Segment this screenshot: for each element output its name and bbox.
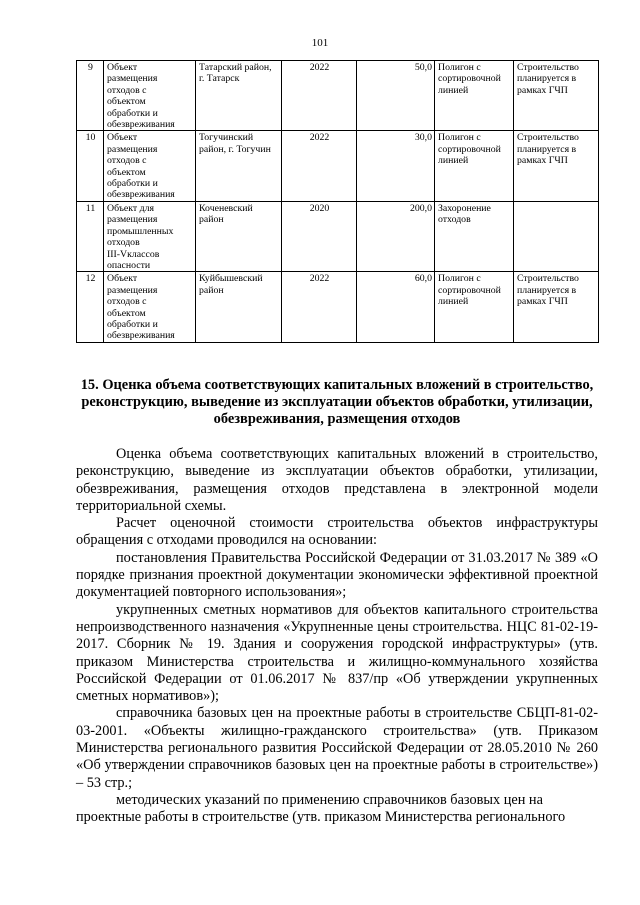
row-number-cell: 9 [77,61,104,131]
capacity-cell: 60,0 [357,272,435,342]
cell-line: Тогучинский [199,132,254,144]
note-cell [514,61,599,131]
year-cell: 2022 [282,131,357,201]
table-row [77,201,599,271]
cell-line: г. Татарск [199,73,240,85]
table-row [77,131,599,201]
section-body [76,446,598,827]
cell-line: район [199,284,224,296]
year-cell: 2022 [282,272,357,342]
cell-line: рамках ГЧП [517,296,568,308]
cell-line: отходов [438,214,471,226]
location-cell [196,61,282,131]
cell-line: Куйбышевский [199,273,263,285]
cell-line: объектом [107,166,146,178]
cell-line: промышленных [107,225,174,237]
cell-line: Полигон с [438,62,481,73]
cell-line: Захоронение [438,202,491,214]
object-cell [104,131,196,201]
table-row [77,272,599,342]
cell-line: обработки и [107,178,158,190]
location-cell [196,272,282,342]
facility-type-cell [435,131,514,201]
cell-line: размещения [107,284,158,296]
cell-line: Коченевский [199,202,253,214]
section-heading: 15. Оценка объема соответствующих капитальных вложений в строительство, реконструкцию, выведение из эксплуатации объектов обработки, утилизации, обезвреживания, размещения отходов [80,377,594,427]
cell-line: Объект [107,132,138,144]
cell-line: опасности [107,259,151,271]
facility-type-cell [435,61,514,131]
year-cell: 2020 [282,201,357,271]
paragraph: постановления Правительства Российской Федерации от 31.03.2017 № 389 «О порядке признания проектной документации экономически эффективной проектной документацией повторного использования»; [76,549,598,601]
cell-line: обезвреживания [107,189,175,201]
cell-line: Объект для [107,202,154,214]
note-cell [514,272,599,342]
cell-line: отходов с [107,84,147,96]
object-cell [104,61,196,131]
cell-line: Строительство [517,132,579,144]
facilities-table [76,60,599,343]
row-number-cell: 11 [77,201,104,271]
object-cell [104,201,196,271]
row-number-cell: 10 [77,131,104,201]
note-cell [514,201,599,271]
year-cell: 2022 [282,61,357,131]
paragraph: Расчет оценочной стоимости строительства объектов инфраструктуры обращения с отходами проводился на основании: [76,515,598,549]
cell-line: Полигон с [438,273,481,285]
cell-line: размещения [107,214,158,226]
cell-line: район, г. Тогучин [199,143,271,155]
cell-line: линией [438,84,469,96]
cell-line: район [199,214,224,226]
capacity-cell: 200,0 [357,201,435,271]
cell-line: Полигон с [438,132,481,144]
cell-line: обезвреживания [107,330,175,342]
paragraph: справочника базовых цен на проектные работы в строительстве СБЦП-81-02-03-2001. «Объекты жилищно-гражданского строительства» (утв. Приказом Министерства регионального развития Российской Федерации от 28.05.2010 № 260 «Об утверждении справочников базовых цен на проектные работы в строительстве») – 53 стр.; [76,705,598,791]
cell-line: сортировочной [438,284,501,296]
row-number-cell: 12 [77,272,104,342]
cell-line: III-Vклассов [107,248,160,260]
location-cell [196,131,282,201]
cell-line: Строительство [517,62,579,73]
cell-line: планируется в [517,143,577,155]
cell-line: объектом [107,96,146,108]
cell-line: Татарский район, [199,62,272,73]
cell-line: сортировочной [438,73,501,85]
object-cell [104,272,196,342]
cell-line: объектом [107,307,146,319]
cell-line: сортировочной [438,143,501,155]
cell-line: размещения [107,143,158,155]
facility-type-cell [435,201,514,271]
cell-line: планируется в [517,73,577,85]
cell-line: обработки и [107,318,158,330]
cell-line: отходов с [107,296,147,308]
capacity-cell: 50,0 [357,61,435,131]
cell-line: Объект [107,62,138,73]
cell-line: отходов с [107,155,147,167]
cell-line: обезвреживания [107,119,175,131]
cell-line: линией [438,155,469,167]
paragraph: методических указаний по применению справочников базовых цен на проектные работы в строительстве (утв. приказом Министерства регионального [76,791,566,826]
cell-line: планируется в [517,284,577,296]
location-cell [196,201,282,271]
facility-type-cell [435,272,514,342]
cell-line: отходов [107,237,140,249]
cell-line: обработки и [107,107,158,119]
note-cell [514,131,599,201]
page-number: 101 [311,37,329,49]
cell-line: линией [438,296,469,308]
capacity-cell: 30,0 [357,131,435,201]
cell-line: рамках ГЧП [517,155,568,167]
cell-line: Строительство [517,273,579,285]
cell-line: Объект [107,273,138,285]
table-row [77,61,599,131]
paragraph: Оценка объема соответствующих капитальных вложений в строительство, реконструкцию, выведение из эксплуатации объектов обработки, утилизации, обезвреживания, размещения отходов представлена в электронной модели территориальной схемы. [76,446,598,514]
cell-line: размещения [107,73,158,85]
paragraph: укрупненных сметных нормативов для объектов капитального строительства непроизводственного назначения «Укрупненные цены строительства. НЦС 81-02-19-2017. Сборник № 19. Здания и сооружения городской инфраструктуры» (утв. приказом Министерства строительства и жилищно-коммунального хозяйства Российской Федерации от 01.06.2017 № 837/пр «Об утверждении укрупненных сметных нормативов»); [76,601,598,705]
cell-line: рамках ГЧП [517,84,568,96]
